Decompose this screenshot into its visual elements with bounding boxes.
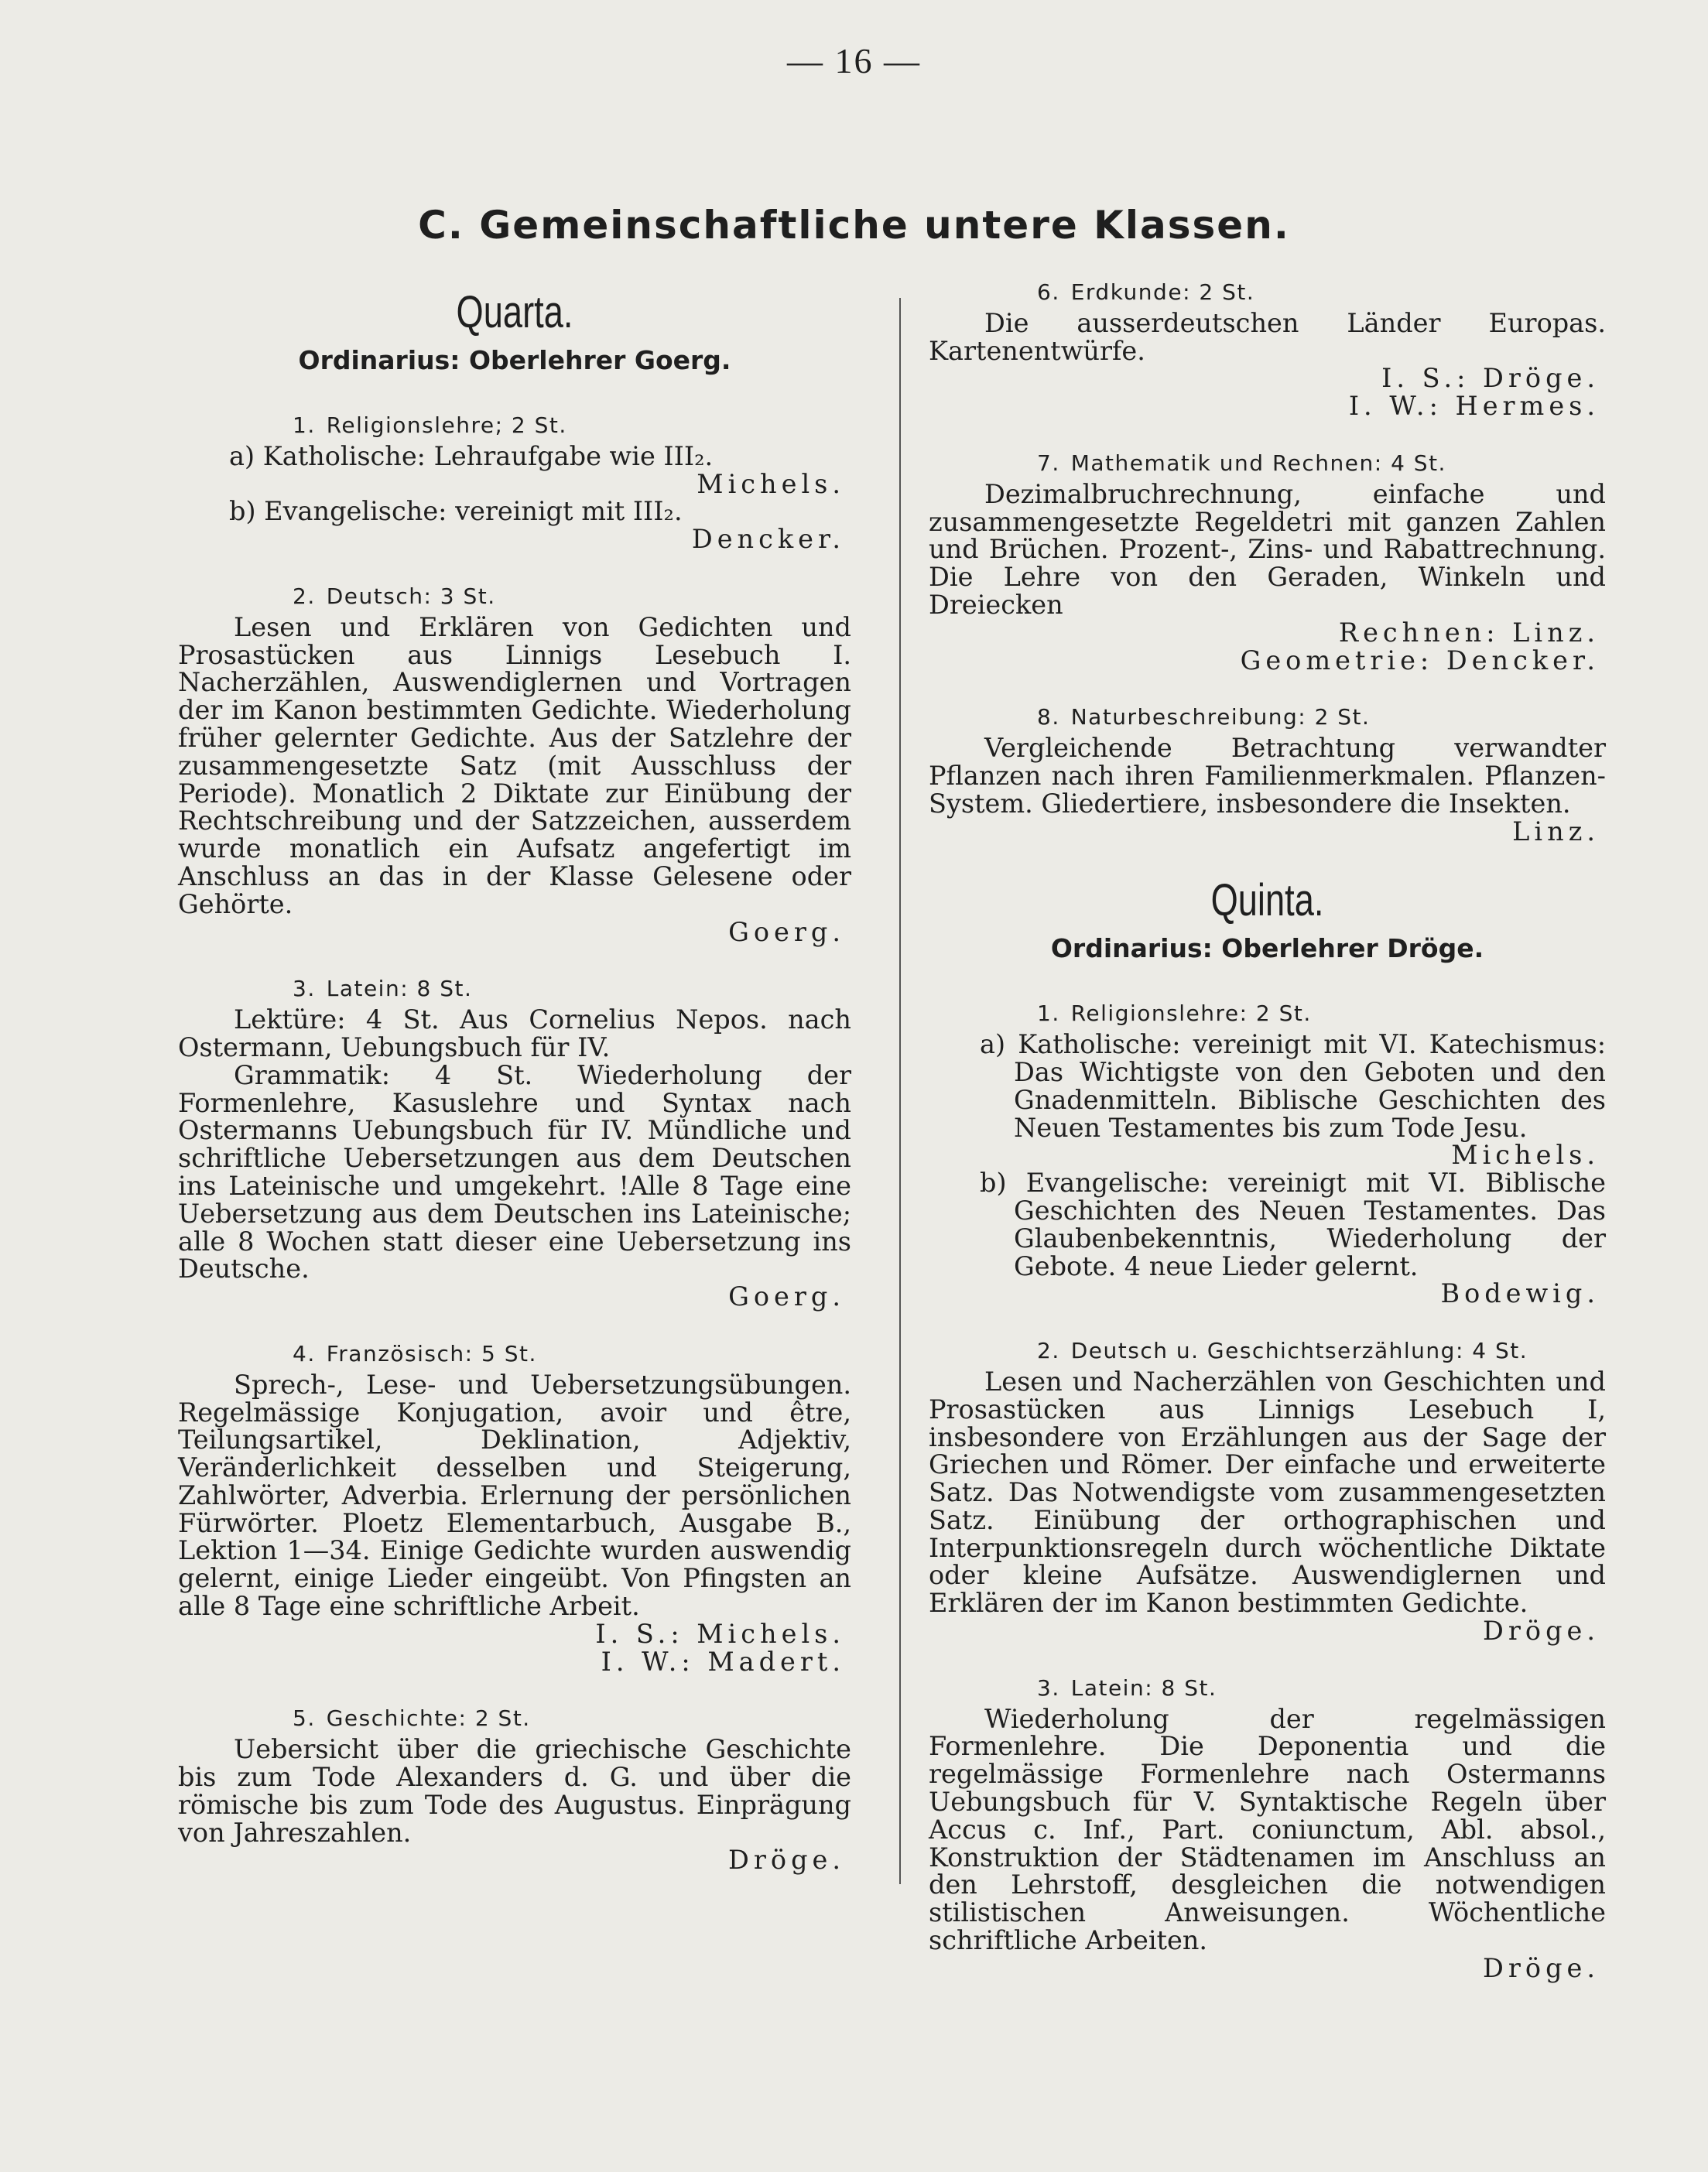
section-title: C. Gemeinschaftliche untere Klassen. xyxy=(418,203,1290,248)
teacher-name-2: I. W.: Hermes. xyxy=(1348,391,1600,422)
subject-heading xyxy=(178,1340,851,1368)
subject-text: Uebersicht über die griechische Geschichte bis zum Tode Alexanders d. G. und über die römische bis zum Tode des Augustus. Einprägung von Jahreszahlen. xyxy=(178,1734,851,1848)
subject-deutsch xyxy=(178,583,851,946)
left-column xyxy=(178,279,851,1903)
sub-item-text: b) Evangelische: vereinigt mit VI. Biblische Geschichten des Neuen Testamentes. Das Glaubenbekenntnis, Wiederholung der Gebote. 4 neue Lieder gelernt. xyxy=(980,1168,1606,1281)
subject-text: Wiederholung der regelmässigen Formenlehre. Die Deponentia und die regelmässige Formenlehre nach Ostermanns Uebungsbuch für V. Syntaktische Regeln über Accus c. Inf., Part. coniunctum, Abl. absol., Konstruktion der Städtenamen im Anschluss an den Lehrstoff, desgleichen die notwendigen stilistischen Anweisungen. Wöchentliche schriftliche Arbeiten. xyxy=(929,1703,1606,1956)
ordinarius-quarta: Ordinarius: Oberlehrer Goerg. xyxy=(298,345,731,375)
class-title-quarta: Quarta. xyxy=(456,287,573,337)
teacher-name: Goerg. xyxy=(728,1281,845,1312)
subject-hours: : 2 St. xyxy=(458,1705,531,1732)
subject-name: Französisch xyxy=(326,1340,465,1366)
subject-number: 1. xyxy=(293,412,316,438)
subject-heading xyxy=(178,583,851,611)
subject-text: Vergleichende Betrachtung verwandter Pflanzen nach ihren Familienmerkmalen. Pflanzen-System. Gliedertiere, insbesondere die Insekten. xyxy=(929,733,1606,819)
teacher-name: Dencker. xyxy=(691,524,845,555)
page-number: — 16 — xyxy=(787,41,921,80)
ordinarius-quinta: Ordinarius: Oberlehrer Dröge. xyxy=(1050,933,1484,964)
subject-name: Deutsch u. Geschichtserzählung xyxy=(1070,1338,1456,1364)
subject-hours: : 2 St. xyxy=(1298,704,1371,730)
subject-hours: : 2 St. xyxy=(1239,1000,1312,1027)
subject-text: Die ausserdeutschen Länder Europas. Kartenentwürfe. xyxy=(929,307,1606,366)
subject-number: 6. xyxy=(1037,279,1060,305)
subject-text: Sprech-, Lese- und Uebersetzungsübungen. Regelmässige Konjugation, avoir und être, Teilungsartikel, Deklination, Adjektiv, Veränderlichkeit desselben und Steigerung, Zahlwörter, Adverbia. Erlernung der persönlichen Fürwörter. Ploetz Elementarbuch, Ausgabe B., Lektion 1—34. Einige Gedichte wurden auswendig gelernt, einige Lieder eingeübt. Von Pfingsten an alle 8 Tage eine schriftliche Arbeit. xyxy=(178,1369,851,1622)
teacher-name: I. S.: Michels. xyxy=(595,1618,845,1649)
subject-latein-quinta xyxy=(929,1674,1606,1982)
subject-hours: : 2 St. xyxy=(1183,279,1255,305)
subject-hours: : 8 St. xyxy=(400,976,473,1002)
subject-number: 4. xyxy=(293,1340,316,1366)
subject-heading xyxy=(929,450,1606,477)
sub-item-text: a) Katholische: vereinigt mit VI. Katechismus: Das Wichtigste von den Geboten und den Gnadenmitteln. Biblische Geschichten des Neuen Testamentes bis zum Tode Jesu. xyxy=(980,1029,1606,1143)
subject-name: Latein xyxy=(1070,1674,1145,1701)
subject-name: Religionslehre xyxy=(1070,1000,1240,1027)
subject-text: Lesen und Nacherzählen von Geschichten und Prosastücken aus Linnigs Lesebuch I, insbesondere von Erzählungen aus der Sage der Griechen und Römer. Der einfache und erweiterte Satz. Das Notwendigste vom zusammengesetzten Satz. Einübung der orthographischen und Interpunktionsregeln durch wöchentliche Diktate oder kleine Aufsätze. Auswendiglernen und Erklären der im Kanon bestimmten Gedichte. xyxy=(929,1366,1606,1619)
right-column xyxy=(929,279,1606,2012)
subject-latein xyxy=(178,975,851,1311)
subject-hours: : 4 St. xyxy=(1374,450,1446,476)
sub-item-text: b) Evangelische: vereinigt mit III₂. xyxy=(229,496,683,527)
teacher-name: Goerg. xyxy=(728,916,845,947)
subject-heading xyxy=(178,412,851,440)
subject-heading xyxy=(929,703,1606,731)
teacher-name: Dröge. xyxy=(1483,1616,1600,1647)
subject-hours: : 3 St. xyxy=(423,583,496,609)
subject-heading xyxy=(178,1705,851,1732)
subject-number: 3. xyxy=(1037,1674,1060,1701)
subject-deutsch-quinta xyxy=(929,1337,1606,1645)
teacher-name: Michels. xyxy=(1451,1140,1600,1171)
subject-name: Latein xyxy=(326,976,401,1002)
teacher-name: Dröge. xyxy=(728,1845,845,1876)
subject-number: 2. xyxy=(293,583,316,609)
subject-hours: : 8 St. xyxy=(1145,1674,1217,1701)
subject-name: Naturbeschreibung xyxy=(1070,704,1299,730)
sub-item-text: a) Katholische: Lehraufgabe wie III₂. xyxy=(229,440,714,471)
subject-name: Religionslehre xyxy=(326,412,495,438)
teacher-name-2: I. W.: Madert. xyxy=(601,1646,845,1677)
subject-heading xyxy=(929,1337,1606,1365)
subject-religion xyxy=(178,412,851,553)
subject-erdkunde xyxy=(929,279,1606,420)
subject-number: 3. xyxy=(293,976,316,1002)
teacher-name: Michels. xyxy=(697,468,845,499)
subject-hours: : 4 St. xyxy=(1455,1338,1528,1364)
subject-number: 1. xyxy=(1037,1000,1060,1027)
subject-naturbeschreibung xyxy=(929,703,1606,845)
subject-heading xyxy=(178,975,851,1003)
teacher-name-2: Geometrie: Dencker. xyxy=(1240,645,1600,676)
teacher-name: Linz. xyxy=(1512,816,1600,847)
subject-geschichte xyxy=(178,1705,851,1874)
subject-name: Erdkunde xyxy=(1070,279,1183,305)
subject-franzoesisch xyxy=(178,1340,851,1676)
subject-text: Lektüre: 4 St. Aus Cornelius Nepos. nach Ostermann, Uebungsbuch für IV. xyxy=(178,1004,851,1062)
subject-text-2: Grammatik: 4 St. Wiederholung der Formenlehre, Kasuslehre und Syntax nach Ostermanns Uebungsbuch für IV. Mündliche und schriftliche Uebersetzungen aus dem Deutschen ins Lateinische und umgekehrt. !Alle 8 Tage eine Uebersetzung aus dem Deutschen ins Lateinische; alle 8 Wochen statt dieser eine Uebersetzung ins Deutsche. xyxy=(178,1059,851,1284)
subject-number: 7. xyxy=(1037,450,1060,476)
subject-number: 2. xyxy=(1037,1338,1060,1364)
teacher-name: Rechnen: Linz. xyxy=(1338,617,1600,648)
subject-name: Geschichte xyxy=(326,1705,459,1732)
subject-hours: : 5 St. xyxy=(464,1340,537,1366)
subject-number: 8. xyxy=(1037,704,1060,730)
subject-heading xyxy=(929,1674,1606,1702)
teacher-name: Bodewig. xyxy=(1440,1278,1600,1309)
subject-hours: ; 2 St. xyxy=(495,412,567,438)
subject-name: Deutsch xyxy=(326,583,424,609)
teacher-name: I. S.: Dröge. xyxy=(1381,363,1600,394)
subject-mathematik xyxy=(929,450,1606,674)
column-divider xyxy=(899,298,901,1884)
subject-religion-quinta xyxy=(929,1000,1606,1308)
class-title-quinta: Quinta. xyxy=(1210,875,1324,926)
teacher-name: Dröge. xyxy=(1483,1952,1600,1983)
subject-heading xyxy=(929,1000,1606,1028)
subject-heading xyxy=(929,279,1606,306)
subject-text: Lesen und Erklären von Gedichten und Prosastücken aus Linnigs Lesebuch I. Nacherzählen, Auswendiglernen und Vortragen der im Kanon bestimmten Gedichte. Wiederholung früher gelernter Gedichte. Aus der Satzlehre der zusammengesetzte Satz (mit Ausschluss der Periode). Monatlich 2 Diktate zur Einübung der Rechtschreibung und der Satzzeichen, ausserdem wurde monatlich ein Aufsatz angefertigt im Anschluss an das in der Klasse Gelesene oder Gehörte. xyxy=(178,611,851,919)
subject-name: Mathematik und Rechnen xyxy=(1070,450,1374,476)
subject-text: Dezimalbruchrechnung, einfache und zusammengesetzte Regeldetri mit ganzen Zahlen und Brüchen. Prozent-, Zins- und Rabattrechnung. Die Lehre von den Geraden, Winkeln und Dreiecken xyxy=(929,478,1606,620)
subject-number: 5. xyxy=(293,1705,316,1732)
